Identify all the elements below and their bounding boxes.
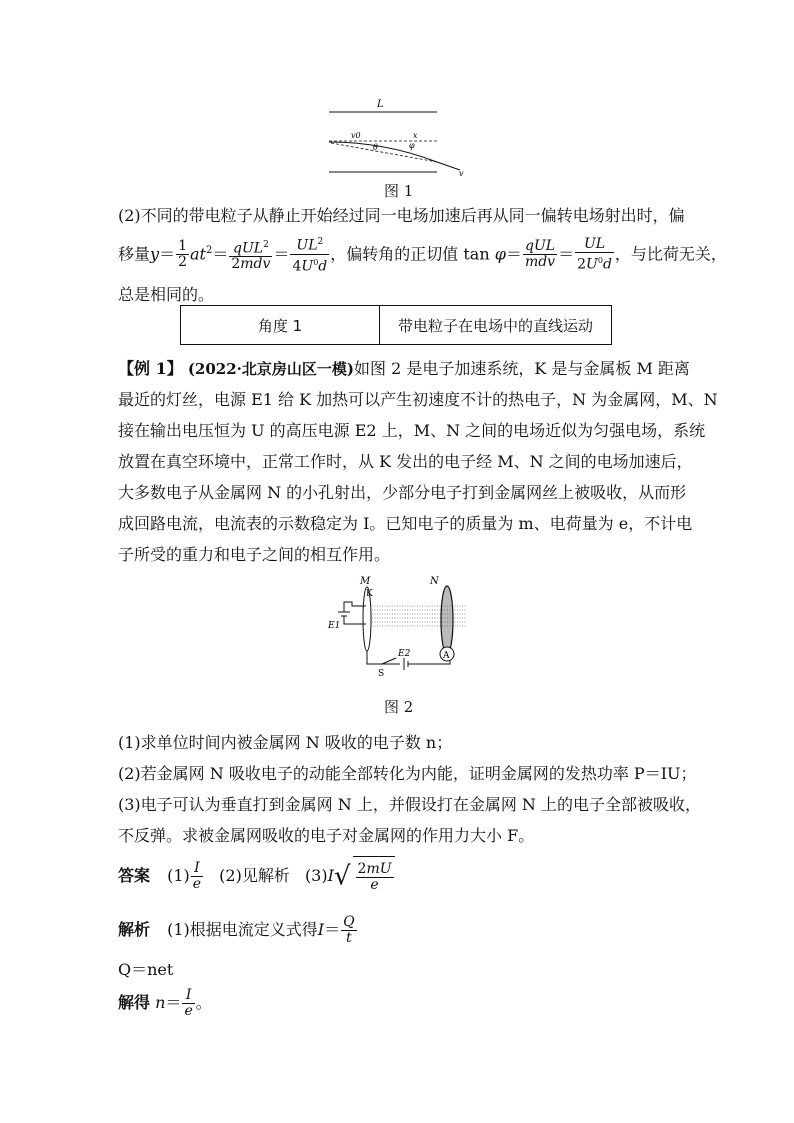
analysis-text-1: (1)根据电流定义式得: [167, 920, 318, 939]
angle-table-left: 角度 1: [181, 306, 380, 345]
figure-1-deflection-diagram: [325, 98, 475, 178]
analysis-label: 解析: [118, 920, 151, 939]
example-line-1: [118, 356, 690, 379]
fig1-label-L: L: [377, 99, 384, 110]
example-line-6: 成回路电流，电流表的示数稳定为 I。已知电子的质量为 m、电荷量为 e，不计电: [118, 514, 693, 533]
example-tag: 【例 1】: [118, 359, 183, 378]
answer-a2: (2)见解析: [219, 866, 290, 885]
para2-prefix: 移量: [118, 244, 151, 264]
fig2-label-N: N: [430, 576, 439, 587]
fig1-label-x: x: [413, 131, 418, 140]
example-line-4: 放置在真空环境中，正常工作时，从 K 发出的电子经 M、N 之间的电场加速后，: [118, 452, 693, 471]
fig2-label-M: M: [360, 576, 371, 587]
question-1: (1)求单位时间内被金属网 N 吸收的电子数 n；: [118, 733, 453, 752]
figure-1-caption: 图 1: [384, 182, 414, 200]
example-line-5: 大多数电子从金属网 N 的小孔射出，少部分电子打到金属网丝上被吸收，从而形: [118, 483, 687, 502]
fig1-label-v0: v0: [351, 131, 361, 140]
question-3b: 不反弹。求被金属网吸收的电子对金属网的作用力大小 F。: [118, 826, 535, 845]
fig2-label-K: K: [366, 589, 373, 599]
question-3a: (3)电子可认为垂直打到金属网 N 上，并假设打在金属网 N 上的电子全部被吸收，: [118, 795, 702, 814]
para2-suffix: ，与比荷无关，: [614, 244, 727, 264]
fig2-label-S: S: [378, 669, 385, 679]
fig2-label-E2: E2: [398, 649, 411, 659]
circuit-E1: [338, 602, 366, 624]
analysis-solve-suffix: 。: [195, 993, 212, 1012]
fig1-label-phi: φ: [409, 141, 415, 150]
figure-2-electron-accelerator-diagram: [322, 572, 472, 684]
example-source: (2022·北京房山区一模): [187, 360, 354, 378]
answer-a1-prefix: (1): [167, 866, 190, 885]
answer-a3-prefix: (3): [304, 866, 328, 885]
fig1-label-theta: θ: [373, 143, 378, 152]
analysis-line-3: 解得 n＝ $\frac{I}{e}$ 。: [118, 987, 212, 1019]
question-2: (2)若金属网 N 吸收电子的动能全部转化为内能，证明金属网的发热功率 P＝IU；: [118, 764, 697, 783]
example-line-7: 子所受的重力和电子之间的相互作用。: [118, 545, 391, 564]
angle-table: [180, 305, 612, 345]
analysis-line-1: 解析 (1)根据电流定义式得I＝ $\frac{Q}{t}$: [118, 914, 355, 946]
analysis-line-2: Q＝net: [118, 960, 174, 979]
fig1-label-v: v: [459, 169, 464, 178]
answer-line: 答案 (1) $\frac{I}{e}$ (2)见解析 (3)I√ $\frac{2mU}{e}$: [118, 856, 395, 896]
example-text-0: 如图 2 是电子加速系统，K 是与金属板 M 距离: [353, 359, 690, 378]
example-line-2: 最近的灯丝，电源 E1 给 K 加热可以产生初速度不计的热电子，N 为金属网，M、N: [118, 390, 718, 409]
figure-2-caption: 图 2: [384, 698, 414, 716]
para2-line3: 总是相同的。: [118, 285, 215, 304]
para2-line2: 移量y＝ $\frac{1}{2}$ $at^2=$ $\frac{qUL^2}{\text{2mdv}}$ ＝ $\frac{UL^2}{4U^0d}$ ，偏转角的正切值 tan φ＝ $\frac{\text{qUL}}{\text{mdv}}$ ＝ $\frac{UL}{2U^0d}$ ，与比荷无关，: [118, 236, 727, 275]
example-line-3: 接在输出电压恒为 U 的高压电源 E2 上，M、N 之间的电场近似为匀强电场，系统: [118, 421, 706, 440]
para2-mid: ，偏转角的正切值: [330, 244, 459, 264]
answer-label: 答案: [118, 866, 151, 885]
analysis-solve-prefix: 解得: [118, 993, 151, 1012]
fig2-label-A: A: [443, 651, 450, 661]
angle-table-right: 带电粒子在电场中的直线运动: [380, 306, 612, 345]
para2-line1: (2)不同的带电粒子从静止开始经过同一电场加速后再从同一偏转电场射出时，偏: [118, 206, 685, 225]
mesh-N: [441, 586, 453, 654]
fig2-label-E1: E1: [328, 621, 341, 631]
extended-dashed-line: [331, 143, 437, 162]
